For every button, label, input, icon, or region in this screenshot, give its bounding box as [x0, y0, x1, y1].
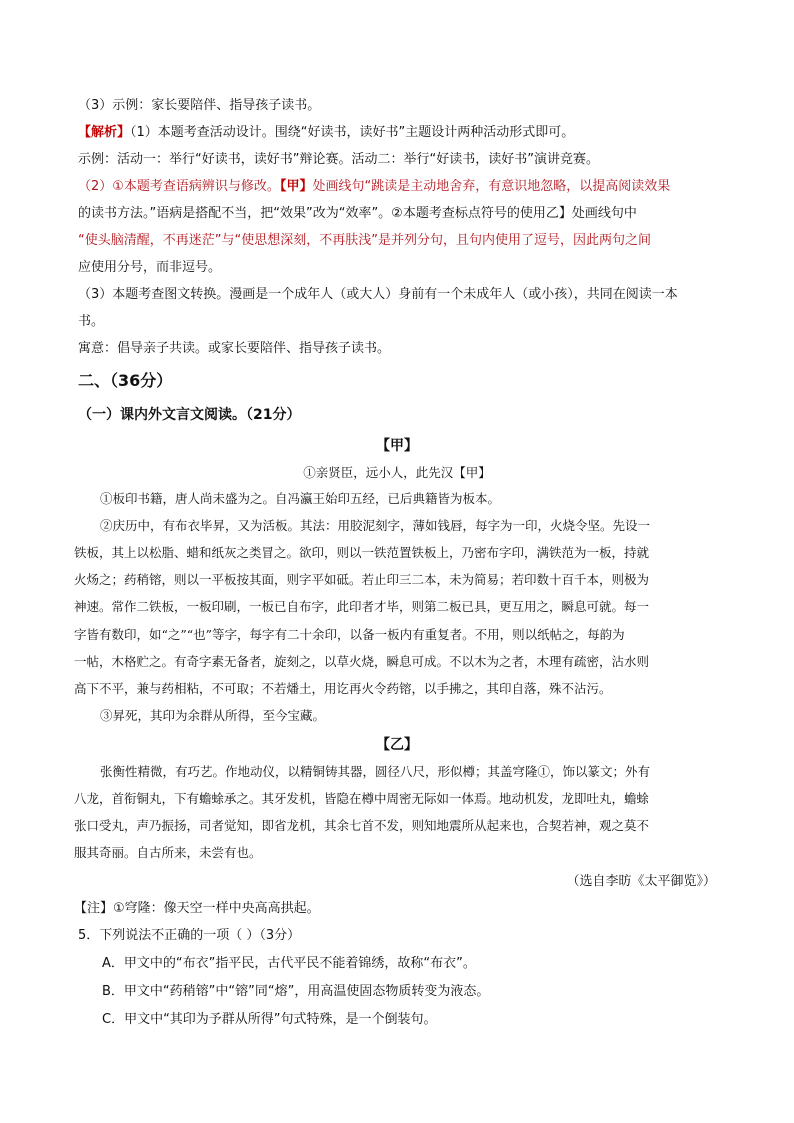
text-yi-note: 【注】①穹隆：像天空一样中央高高拱起。 — [74, 901, 320, 916]
section-two-title: 二、（36分） — [78, 371, 173, 390]
analysis-3-b: 书。 — [78, 314, 105, 329]
example-activities: 示例：活动一：举行“好读书，读好书”辩论赛。活动二：举行“好读书，读好书”演讲竞赛。 — [78, 152, 599, 167]
text-yi-line-4: 服其奇丽。自古所来，未尝有也。 — [74, 845, 262, 860]
analysis-2-line-1 — [78, 178, 670, 196]
text-yi-label: 【乙】 — [376, 737, 418, 753]
text-yi-line-1: 张衡性精微，有巧艺。作地动仪，以精铜铸其器，圆径八尺，形似樽；其盖穹隆①，饰以篆文；外有 — [100, 764, 651, 779]
analysis-2-b: 处画线句“跳读是主动地舍弃，有意识地忽略，以提高阅读效果 — [312, 179, 671, 194]
text-jia-p2-line-4: 神速。常作二铁板，一板印刷，一板已自布字，此印者才毕，则第二板已具，更互用之，瞬息可就。每一 — [74, 599, 650, 614]
text-jia-p2-line-5: 字皆有数印，如“之”“也”等字，每字有二十余印，以备一板内有重复者。不用，则以纸帖之，每韵为 — [74, 627, 625, 642]
analysis-2-jia: 【甲】 — [279, 179, 313, 194]
analysis-tag: 【解析】 — [78, 125, 131, 140]
analysis-2-d: “使头脑清醒，不再迷茫”与“使思想深刻，不再肤浅”是并列分句，且句内使用了逗号，因此两句之间 — [78, 233, 651, 248]
text-jia-label: 【甲】 — [376, 438, 418, 454]
text-yi-line-3: 张口受丸，声乃振扬，司者觉知，即省龙机，其余七首不发，则知地震所从起来也，合契若神，观之莫不 — [74, 818, 650, 833]
section-two-subtitle: （一）课内外文言文阅读。（21分） — [78, 407, 301, 423]
text-jia-p2-line-1: ②庆历中，有布衣毕昇，又为活板。其法：用胶泥刻字，薄如钱唇，每字为一印，火烧令坚。先设一 — [100, 518, 651, 533]
analysis-2-a: （2）①本题考查语病辨识与修改。 — [78, 179, 280, 194]
text-yi-source: （选自李昉《太平御览》） — [566, 874, 716, 889]
text-jia-p2-line-3: 火炀之；药稍镕，则以一平板按其面，则字平如砥。若止印三二本，未为简易；若印数十百千本，则极为 — [74, 572, 650, 587]
question-5-option-c: C．甲文中“其印为予群从所得”句式特殊，是一个倒装句。 — [102, 1012, 437, 1027]
text-jia-subtitle: ①亲贤臣，远小人，此先汉【甲】 — [303, 465, 491, 480]
question-5-option-a: A．甲文中的“布衣”指平民，古代平民不能着锦绣，故称“布衣”。 — [102, 956, 476, 971]
text-jia-p1: ①板印书籍，唐人尚未盛为之。自冯瀛王始印五经，已后典籍皆为板本。 — [100, 491, 501, 506]
analysis-2-c: 的读书方法。”语病是搭配不当，把“效果”改为“效率”。②本题考查标点符号的使用乙】处画线句中 — [78, 206, 637, 221]
text-jia-p3: ③昇死，其印为余群从所得，至今宝藏。 — [100, 708, 326, 723]
moral-text: 寓意：倡导亲子共读。或家长要陪伴、指导孩子读书。 — [78, 341, 391, 356]
question-5-stem: 5．下列说法不正确的一项（ ）（3分） — [78, 928, 301, 943]
answer-example-3: （3）示例：家长要陪伴、指导孩子读书。 — [78, 98, 321, 113]
analysis-2-e: 应使用分号，而非逗号。 — [78, 260, 222, 275]
text-yi-line-2: 八龙，首衔铜丸，下有蟾蜍承之。其牙发机，皆隐在樽中周密无际如一体焉。地动机发，龙即吐丸，蟾蜍 — [74, 791, 650, 806]
text-jia-p2-line-7: 高下不平，兼与药相粘，不可取；不若燔土，用讫再火令药镕，以手拂之，其印自落，殊不沾污。 — [74, 681, 612, 696]
analysis-1-text: （1）本题考查活动设计。围绕“好读书，读好书”主题设计两种活动形式即可。 — [130, 125, 575, 140]
analysis-3-a: （3）本题考查图文转换。漫画是一个成年人（或大人）身前有一个未成年人（或小孩），共同在阅读一本 — [78, 287, 678, 302]
analysis-line-1 — [78, 124, 574, 142]
question-5-option-b: B．甲文中“药稍镕”中“镕”同“熔”，用高温使固态物质转变为液态。 — [102, 984, 490, 999]
text-jia-p2-line-2: 铁板，其上以松脂、蜡和纸灰之类冒之。欲印，则以一铁范置铁板上，乃密布字印，满铁范为一板，持就 — [74, 545, 650, 560]
text-jia-p2-line-6: 一帖，木格贮之。有奇字素无备者，旋刻之，以草火烧，瞬息可成。不以木为之者，木理有疏密，沾水则 — [74, 654, 650, 669]
